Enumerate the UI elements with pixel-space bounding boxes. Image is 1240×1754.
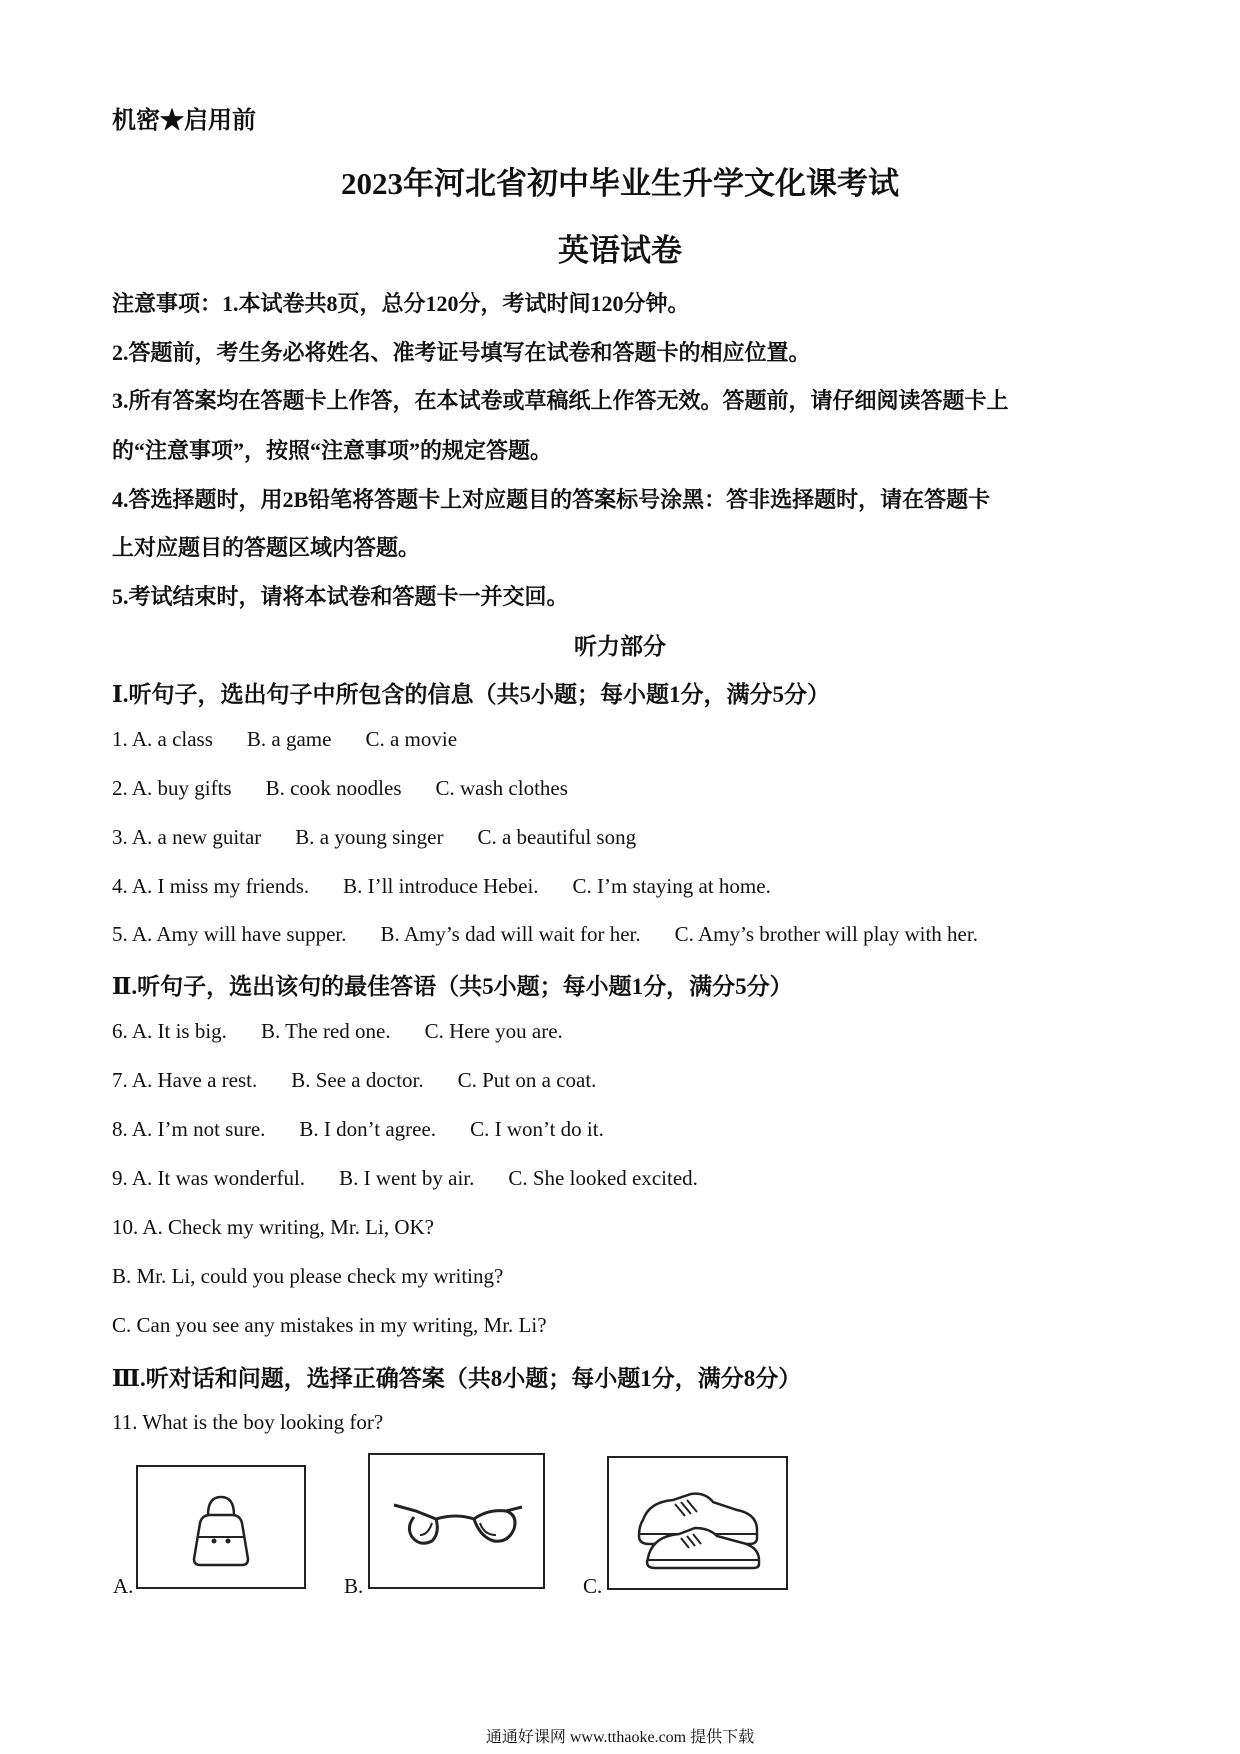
question-7: 7. A. Have a rest. B. See a doctor. C. Put on a coat. [112,1068,597,1092]
question-9: 9. A. It was wonderful. B. I went by air. C. She looked excited. [112,1166,698,1190]
note-line: 4.答选择题时，用2B铅笔将答题卡上对应题目的答案标号涂黑：答非选择题时，请在答题卡 [112,487,991,512]
exam-title: 2023年河北省初中毕业生升学文化课考试 [341,166,899,201]
option-c-picture [607,1456,788,1590]
question-10-option: B. Mr. Li, could you please check my writing? [112,1264,504,1288]
note-line: 上对应题目的答题区域内答题。 [112,535,421,560]
option-c-label: C. [583,1574,603,1598]
handbag-icon [138,1467,304,1587]
confidential-label: 机密★启用前 [112,108,256,134]
option-b-picture [368,1453,545,1589]
question-2: 2. A. buy gifts B. cook noodles C. wash clothes [112,776,568,800]
question-1: 1. A. a class B. a game C. a movie [112,727,458,751]
question-3: 3. A. a new guitar B. a young singer C. a beautiful song [112,825,637,849]
question-8: 8. A. I’m not sure. B. I don’t agree. C. I won’t do it. [112,1117,604,1141]
question-10-option: 10. A. Check my writing, Mr. Li, OK? [112,1215,434,1239]
question-4: 4. A. I miss my friends. B. I’ll introduce Hebei. C. I’m staying at home. [112,874,771,898]
footer-source: 通通好课网 www.tthaoke.com 提供下载 [485,1729,755,1746]
question-10-option: C. Can you see any mistakes in my writing, Mr. Li? [112,1313,547,1337]
option-a-picture [136,1465,306,1589]
section-3-heading: Ⅲ.听对话和问题，选择正确答案（共8小题；每小题1分，满分8分） [112,1366,802,1391]
listening-heading: 听力部分 [574,634,666,659]
note-line: 的“注意事项”，按照“注意事项”的规定答题。 [112,438,553,463]
exam-subtitle: 英语试卷 [558,233,682,268]
section-2-heading: Ⅱ.听句子，选出该句的最佳答语（共5小题；每小题1分，满分5分） [112,974,793,999]
sneaker-icon [609,1458,786,1588]
question-6: 6. A. It is big. B. The red one. C. Here you are. [112,1019,563,1043]
note-line: 2.答题前，考生务必将姓名、准考证号填写在试卷和答题卡的相应位置。 [112,340,811,365]
question-11: 11. What is the boy looking for? [112,1410,384,1434]
note-line: 注意事项：1.本试卷共8页，总分120分，考试时间120分钟。 [112,291,690,316]
note-line: 5.考试结束时，请将本试卷和答题卡一并交回。 [112,584,569,609]
option-b-label: B. [344,1574,364,1598]
section-1-heading: Ⅰ.听句子，选出句子中所包含的信息（共5小题；每小题1分，满分5分） [112,682,831,707]
glasses-icon [370,1455,543,1587]
question-5: 5. A. Amy will have supper. B. Amy’s dad will wait for her. C. Amy’s brother will play with her. [112,922,978,946]
option-a-label: A. [113,1574,134,1598]
note-line: 3.所有答案均在答题卡上作答，在本试卷或草稿纸上作答无效。答题前，请仔细阅读答题卡上 [112,388,1009,413]
